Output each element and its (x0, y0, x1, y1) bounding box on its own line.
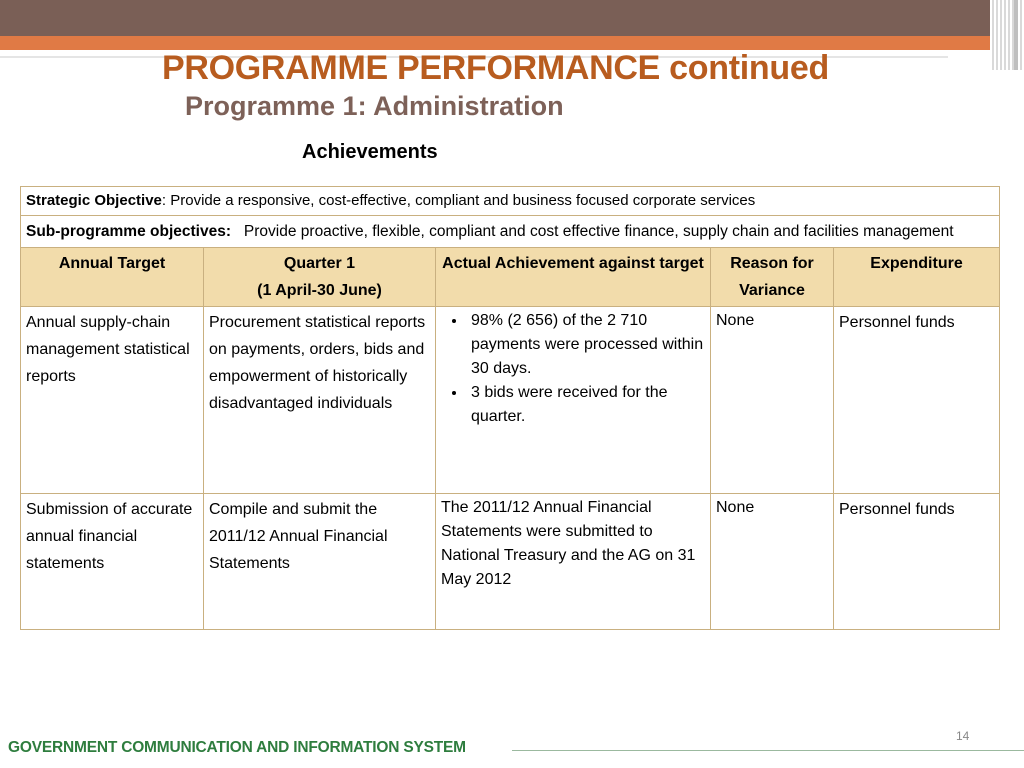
list-item: • 3 bids were received for the quarter. (467, 381, 705, 429)
header-quarter-line1: Quarter 1 (283, 255, 356, 272)
row1-annual-target: Annual supply-chain management statistical reports (21, 307, 204, 494)
row2-expenditure: Personnel funds (834, 494, 1000, 630)
row1-quarter: Procurement statistical reports on payments, orders, bids and empowerment of historically disadvantaged individuals (204, 307, 436, 494)
header-expenditure: Expenditure (834, 248, 1000, 307)
row2-quarter: Compile and submit the 2011/12 Annual Financial Statements (204, 494, 436, 630)
subprogramme-objective-row (21, 216, 1000, 248)
header-actual-achievement: Actual Achievement against target (436, 248, 711, 307)
slide-subtitle: Programme 1: Administration (185, 91, 564, 121)
row1-reason: None (711, 307, 834, 494)
subprogramme-objective-text: Provide proactive, flexible, compliant and cost effective finance, supply chain and facilities management (243, 223, 954, 240)
footer-text: GOVERNMENT COMMUNICATION AND INFORMATION SYSTEM (8, 739, 466, 756)
slide-title: PROGRAMME PERFORMANCE continued (162, 49, 829, 87)
achievements-table (20, 186, 1000, 630)
page-number: 14 (956, 729, 970, 743)
corner-stripes (990, 0, 1024, 70)
table-header-row (21, 248, 1000, 307)
strategic-objective-label: Strategic Objective (26, 192, 162, 209)
table-row (21, 307, 1000, 494)
header-reason-variance: Reason for Variance (711, 248, 834, 307)
strategic-objective-text: : Provide a responsive, cost-effective, compliant and business focused corporate services (161, 192, 756, 209)
row2-annual-target: Submission of accurate annual financial statements (21, 494, 204, 630)
row2-actual: The 2011/12 Annual Financial Statements were submitted to National Treasury and the AG on 31 May 2012 (436, 494, 711, 630)
row2-reason: None (711, 494, 834, 630)
header-quarter (204, 248, 436, 307)
list-item: • 98% (2 656) of the 2 710 payments were processed within 30 days. (467, 309, 705, 381)
orange-decor-band (0, 36, 1000, 50)
row1-actual-list (441, 309, 705, 429)
strategic-objective-row (21, 187, 1000, 216)
row1-actual (436, 307, 711, 494)
header-quarter-line2: (1 April-30 June) (257, 282, 382, 299)
subprogramme-objective-label: Sub-programme objectives: (26, 223, 231, 240)
top-decor-band (0, 0, 1024, 36)
section-heading: Achievements (302, 141, 438, 163)
table-row (21, 494, 1000, 630)
row1-expenditure: Personnel funds (834, 307, 1000, 494)
footer-line (512, 750, 1024, 751)
header-annual-target: Annual Target (21, 248, 204, 307)
